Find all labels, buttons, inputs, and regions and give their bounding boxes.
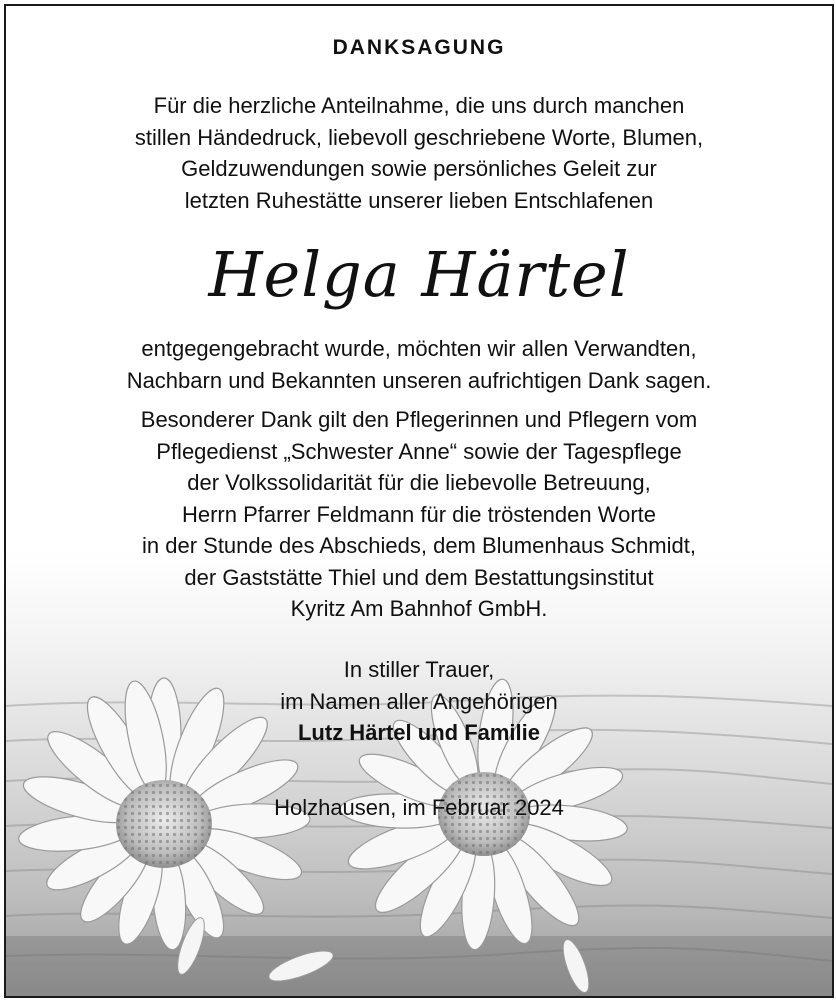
intro-line: Geldzuwendungen sowie persönliches Geleit zur	[181, 156, 657, 181]
thanks-line: entgegengebracht wurde, möchten wir allen Verwandten,	[141, 336, 697, 361]
intro-line: letzten Ruhestätte unserer lieben Entschlafenen	[184, 187, 654, 213]
special-thanks-line: der Gaststätte Thiel und dem Bestattungsinstitut	[184, 564, 654, 590]
thanks-paragraph	[36, 333, 802, 396]
special-thanks-line: Besonderer Dank gilt den Pflegerinnen und Pflegern vom	[140, 407, 698, 432]
special-thanks-line: Kyritz Am Bahnhof GmbH.	[290, 596, 548, 621]
special-thanks-line: der Volkssolidarität für die liebevolle Betreuung,	[187, 470, 651, 495]
intro-paragraph	[36, 90, 802, 216]
mourning-line: im Namen aller Angehörigen	[280, 688, 558, 714]
place-date-text: Holzhausen, im Februar 2024	[274, 795, 564, 820]
heading-danksagung: DANKSAGUNG	[332, 36, 506, 59]
place-date	[36, 792, 802, 824]
thanks-line: Nachbarn und Bekannten unseren aufrichtigen Dank sagen.	[126, 367, 712, 393]
family-signature: Lutz Härtel und Familie	[297, 720, 541, 745]
intro-line: stillen Händedruck, liebevoll geschriebene Worte, Blumen,	[134, 124, 704, 150]
special-thanks-line: Pflegedienst „Schwester Anne“ sowie der Tagespflege	[156, 438, 682, 464]
special-thanks-line: in der Stunde des Abschieds, dem Blumenhaus Schmidt,	[142, 533, 696, 558]
mourning-paragraph	[36, 654, 802, 749]
mourning-line: In stiller Trauer,	[343, 657, 495, 682]
deceased-name: Helga Härtel	[208, 238, 630, 311]
special-thanks-paragraph	[36, 404, 802, 625]
special-thanks-line: Herrn Pfarrer Feldmann für die tröstenden Worte	[181, 501, 657, 527]
obituary-card	[4, 4, 834, 998]
intro-line: Für die herzliche Anteilnahme, die uns durch manchen	[153, 93, 685, 118]
